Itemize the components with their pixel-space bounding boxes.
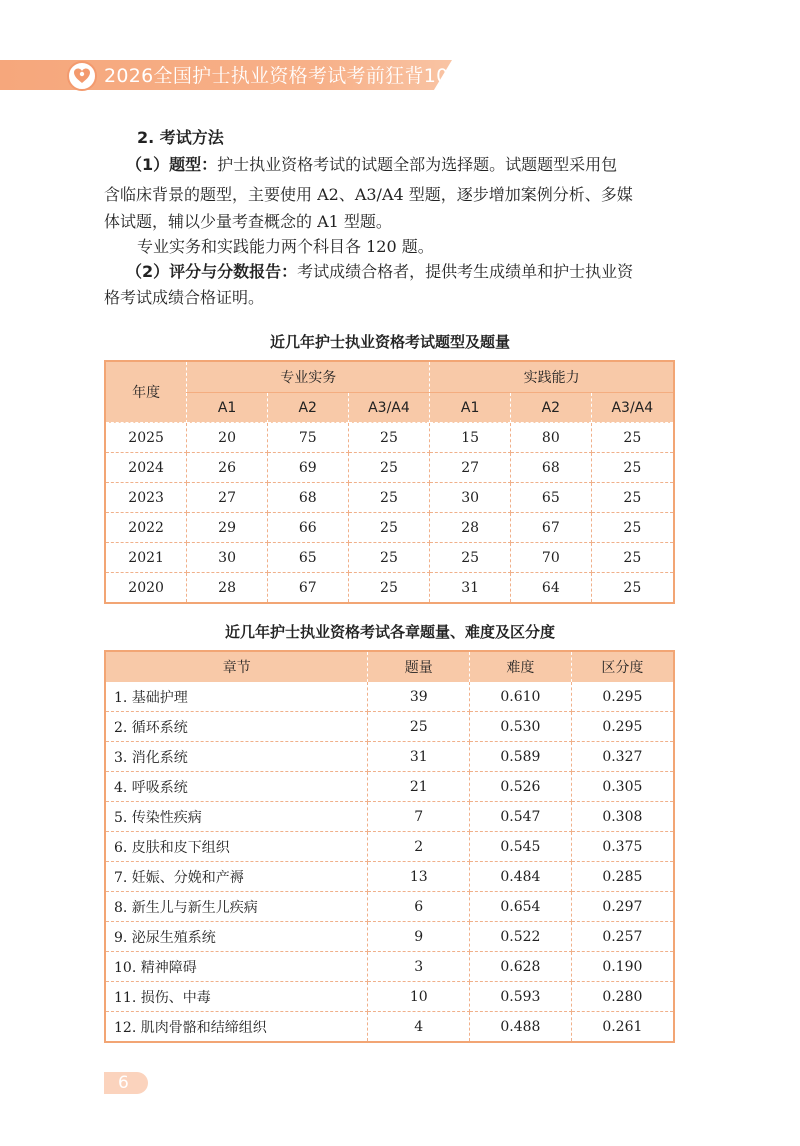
paragraph-subject-count: 专业实务和实践能力两个科目各 120 题。 (137, 237, 434, 256)
table-row (105, 682, 674, 712)
sub-header: A1 (430, 393, 511, 423)
year-cell: 2022 (105, 513, 187, 543)
table-cell: 28 (187, 573, 268, 604)
sub-header: A3/A4 (591, 393, 674, 423)
table-cell: 6 (368, 892, 470, 922)
sub-header: A1 (187, 393, 268, 423)
table-cell: 25 (591, 423, 674, 453)
table-cell: 67 (511, 513, 592, 543)
table-cell: 9 (368, 922, 470, 952)
table-row (105, 892, 674, 922)
year-cell: 2021 (105, 543, 187, 573)
table-cell: 30 (187, 543, 268, 573)
table-cell: 75 (267, 423, 348, 453)
book-title: 2026全国护士执业资格考试考前狂背100天 (104, 65, 481, 87)
table-cell: 25 (348, 543, 430, 573)
table-cell: 13 (368, 862, 470, 892)
group-header-ability: 实践能力 (430, 361, 674, 393)
table-cell: 25 (591, 573, 674, 604)
p3-line1: 考试成绩合格者，提供考生成绩单和护士执业资 (297, 262, 634, 281)
p3-line2: 格考试成绩合格证明。 (104, 288, 265, 307)
year-cell: 2020 (105, 573, 187, 604)
table-cell: 0.522 (470, 922, 572, 952)
table-cell: 0.589 (470, 742, 572, 772)
label-question-types: （1）题型： (126, 155, 218, 174)
table-row (105, 513, 674, 543)
table-row (105, 952, 674, 982)
header-difficulty: 难度 (470, 651, 572, 682)
table-cell: 4 (368, 1012, 470, 1043)
table-cell: 0.280 (571, 982, 674, 1012)
table-cell: 0.375 (571, 832, 674, 862)
table2-caption: 近几年护士执业资格考试各章题量、难度及区分度 (224, 623, 555, 641)
table-cell: 67 (267, 573, 348, 604)
table-cell: 0.593 (470, 982, 572, 1012)
chapter-cell: 7. 妊娠、分娩和产褥 (105, 862, 368, 892)
table-cell: 25 (591, 543, 674, 573)
table-row (105, 712, 674, 742)
year-cell: 2025 (105, 423, 187, 453)
table-cell: 39 (368, 682, 470, 712)
chapter-cell: 3. 消化系统 (105, 742, 368, 772)
table1-caption: 近几年护士执业资格考试题型及题量 (269, 333, 510, 351)
table-cell: 29 (187, 513, 268, 543)
table-cell: 0.610 (470, 682, 572, 712)
table-row (105, 802, 674, 832)
table-row (105, 543, 674, 573)
table-cell: 25 (348, 513, 430, 543)
table-cell: 0.295 (571, 682, 674, 712)
year-cell: 2023 (105, 483, 187, 513)
p1-line2: 含临床背景的题型，主要使用 A2、A3/A4 型题，逐步增加案例分析、多媒 (104, 185, 633, 204)
table-row (105, 742, 674, 772)
table-cell: 0.530 (470, 712, 572, 742)
table-cell: 64 (511, 573, 592, 604)
table-cell: 25 (348, 483, 430, 513)
table-cell: 0.545 (470, 832, 572, 862)
table-cell: 0.285 (571, 862, 674, 892)
table-cell: 3 (368, 952, 470, 982)
table-cell: 25 (591, 483, 674, 513)
table-cell: 25 (348, 423, 430, 453)
table-cell: 7 (368, 802, 470, 832)
table-cell: 0.547 (470, 802, 572, 832)
question-type-table (104, 360, 675, 604)
table-cell: 10 (368, 982, 470, 1012)
table-cell: 26 (187, 453, 268, 483)
chapter-cell: 11. 损伤、中毒 (105, 982, 368, 1012)
table-cell: 2 (368, 832, 470, 862)
sub-header: A3/A4 (348, 393, 430, 423)
chapter-cell: 9. 泌尿生殖系统 (105, 922, 368, 952)
sub-header: A2 (511, 393, 592, 423)
label-scoring: （2）评分与分数报告： (126, 262, 298, 281)
table-cell: 15 (430, 423, 511, 453)
chapter-cell: 6. 皮肤和皮下组织 (105, 832, 368, 862)
table-cell: 0.628 (470, 952, 572, 982)
table-cell: 0.297 (571, 892, 674, 922)
table-cell: 25 (591, 453, 674, 483)
table-row (105, 922, 674, 952)
table-cell: 28 (430, 513, 511, 543)
table-row (105, 982, 674, 1012)
chapter-cell: 8. 新生儿与新生儿疾病 (105, 892, 368, 922)
table-cell: 69 (267, 453, 348, 483)
table-cell: 21 (368, 772, 470, 802)
table-cell: 0.654 (470, 892, 572, 922)
table-cell: 25 (348, 453, 430, 483)
table-cell: 30 (430, 483, 511, 513)
chapter-cell: 5. 传染性疾病 (105, 802, 368, 832)
group-header-practice: 专业实务 (187, 361, 430, 393)
table-cell: 0.257 (571, 922, 674, 952)
table-row (105, 423, 674, 453)
table-cell: 0.295 (571, 712, 674, 742)
page-number: 6 (104, 1072, 148, 1094)
year-header: 年度 (105, 361, 187, 423)
table-cell: 0.327 (571, 742, 674, 772)
table-row (105, 862, 674, 892)
table-cell: 25 (591, 513, 674, 543)
table-cell: 27 (430, 453, 511, 483)
p1-line1: 护士执业资格考试的试题全部为选择题。试题题型采用包 (217, 155, 618, 174)
heart-logo-icon (67, 61, 97, 91)
table-cell: 70 (511, 543, 592, 573)
p1-line3: 体试题，辅以少量考查概念的 A1 型题。 (104, 212, 392, 231)
table-cell: 25 (348, 573, 430, 604)
year-cell: 2024 (105, 453, 187, 483)
table-cell: 0.488 (470, 1012, 572, 1043)
table-cell: 31 (430, 573, 511, 604)
table-cell: 66 (267, 513, 348, 543)
table-cell: 0.526 (470, 772, 572, 802)
chapter-stats-table (104, 650, 675, 1043)
section-heading: 2. 考试方法 (137, 128, 224, 147)
header-chapter: 章节 (105, 651, 368, 682)
table-cell: 25 (368, 712, 470, 742)
chapter-cell: 4. 呼吸系统 (105, 772, 368, 802)
table-row (105, 1012, 674, 1043)
chapter-cell: 10. 精神障碍 (105, 952, 368, 982)
table-cell: 31 (368, 742, 470, 772)
header-discrimination: 区分度 (571, 651, 674, 682)
table-row (105, 573, 674, 604)
table-cell: 68 (511, 453, 592, 483)
table-cell: 27 (187, 483, 268, 513)
table-cell: 25 (430, 543, 511, 573)
table-row (105, 483, 674, 513)
table-cell: 0.190 (571, 952, 674, 982)
table-cell: 80 (511, 423, 592, 453)
table-cell: 0.484 (470, 862, 572, 892)
chapter-cell: 12. 肌肉骨骼和结缔组织 (105, 1012, 368, 1043)
table-cell: 65 (511, 483, 592, 513)
table-cell: 0.261 (571, 1012, 674, 1043)
table-cell: 0.308 (571, 802, 674, 832)
table-cell: 68 (267, 483, 348, 513)
table-row (105, 832, 674, 862)
sub-header: A2 (267, 393, 348, 423)
chapter-cell: 1. 基础护理 (105, 682, 368, 712)
table-row (105, 453, 674, 483)
table-cell: 20 (187, 423, 268, 453)
header-count: 题量 (368, 651, 470, 682)
table-cell: 0.305 (571, 772, 674, 802)
table-row (105, 772, 674, 802)
chapter-cell: 2. 循环系统 (105, 712, 368, 742)
paragraph-question-types (104, 150, 676, 180)
table-cell: 65 (267, 543, 348, 573)
